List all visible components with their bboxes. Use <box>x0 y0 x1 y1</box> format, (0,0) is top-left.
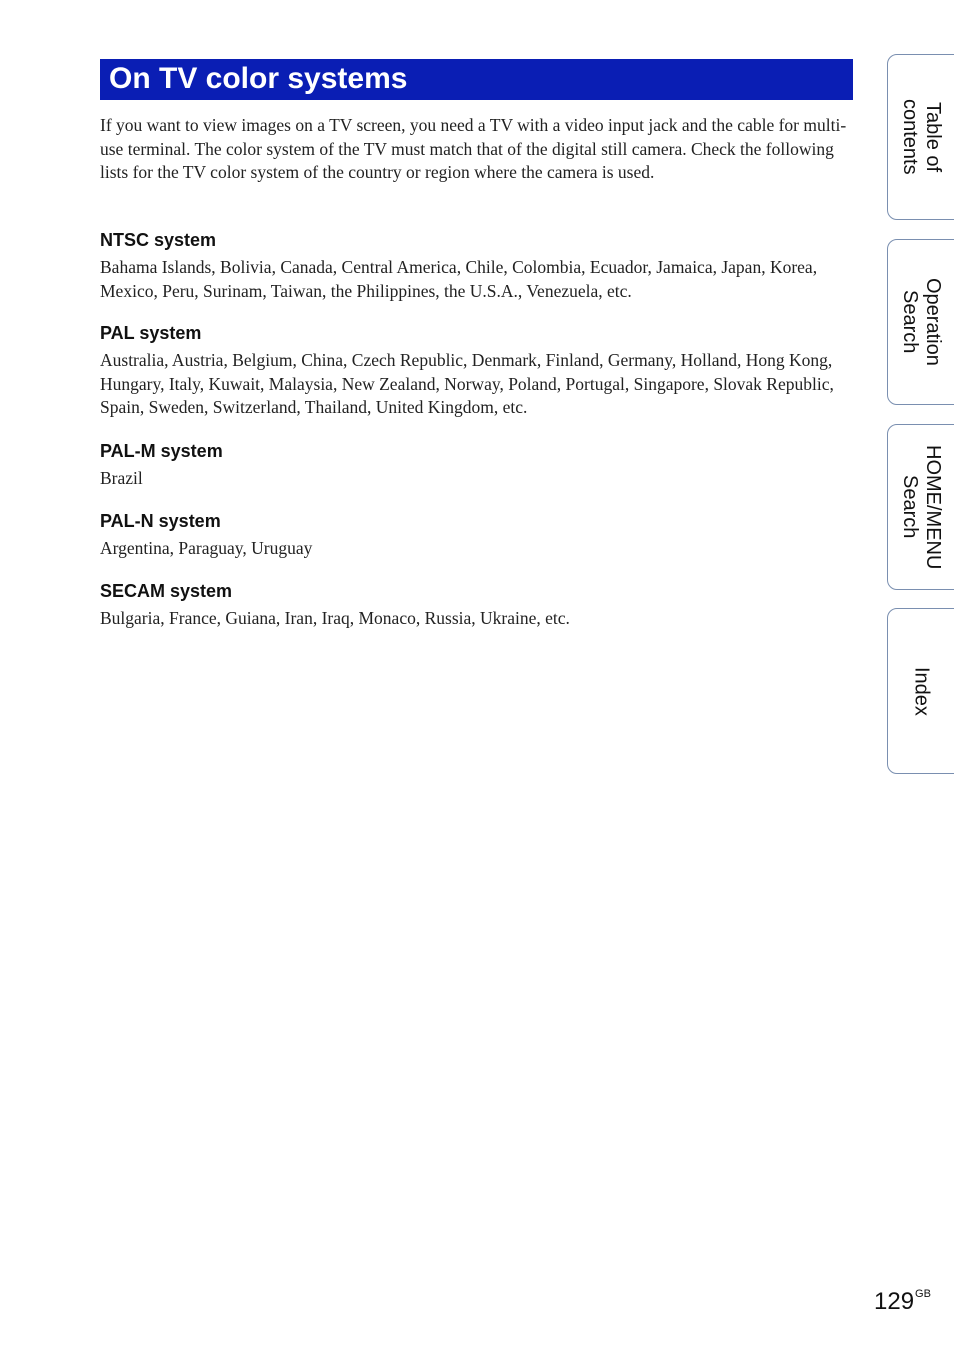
section-ntsc <box>100 229 860 303</box>
tab-table-of-contents[interactable] <box>887 54 954 220</box>
section-body: Bahama Islands, Bolivia, Canada, Central America, Chile, Colombia, Ecuador, Jamaica, Japan, Korea, Mexico, Peru, Surinam, Taiwan, the Philippines, the U.S.A., Venezuela, etc. <box>100 257 818 301</box>
tab-label: Table of contents <box>899 99 944 175</box>
section-pal-n <box>100 510 860 561</box>
tab-operation-search[interactable] <box>887 239 954 405</box>
section-heading: SECAM system <box>100 581 233 601</box>
tab-label: Operation Search <box>899 278 944 366</box>
section-heading: NTSC system <box>100 230 217 250</box>
tab-index[interactable] <box>887 608 954 774</box>
intro-paragraph: If you want to view images on a TV screen, you need a TV with a video input jack and the cable for multi-use terminal. The color system of the TV must match that of the digital still camera. Check the following lists for the TV color system of the country or region where the camera is used. <box>100 115 847 182</box>
section-pal-m <box>100 440 860 491</box>
section-secam <box>100 580 860 631</box>
section-body: Argentina, Paraguay, Uruguay <box>100 538 313 558</box>
section-body: Brazil <box>100 468 143 488</box>
page-number <box>874 1288 931 1316</box>
page-number-value: 129 <box>874 1288 915 1315</box>
tab-home-menu-search[interactable] <box>887 424 954 590</box>
section-pal <box>100 322 860 420</box>
section-body: Australia, Austria, Belgium, China, Czech Republic, Denmark, Finland, Germany, Holland, Hong Kong, Hungary, Italy, Kuwait, Malaysia, New Zealand, Norway, Poland, Portugal, Singapore, Slovak Republic, Spain, Sweden, Switzerland, Thailand, United Kingdom, etc. <box>100 350 834 417</box>
tab-label: Index <box>910 666 933 716</box>
section-heading: PAL system <box>100 323 202 343</box>
page-number-suffix: GB <box>915 1288 931 1300</box>
page-title: On TV color systems <box>100 59 853 100</box>
section-body: Bulgaria, France, Guiana, Iran, Iraq, Monaco, Russia, Ukraine, etc. <box>100 608 570 628</box>
section-heading: PAL-N system <box>100 511 221 531</box>
section-heading: PAL-M system <box>100 441 223 461</box>
tab-label: HOME/MENU Search <box>899 444 944 570</box>
